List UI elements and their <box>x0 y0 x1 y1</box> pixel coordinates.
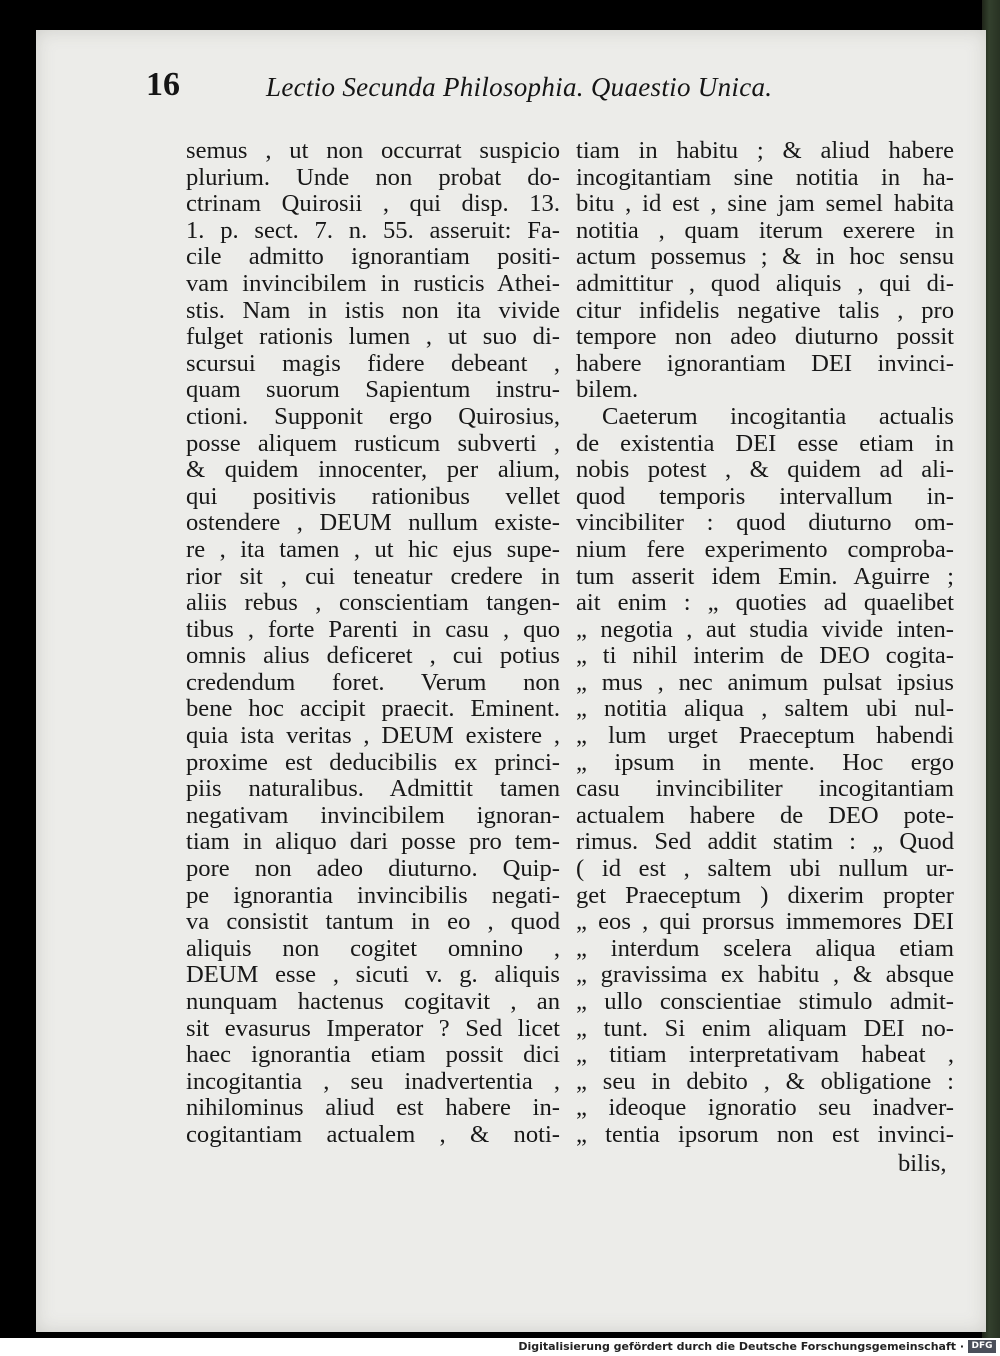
text-line: „ lum urget Praeceptum habendi <box>576 722 954 750</box>
text-line: bitu , id est , sine jam semel habita <box>576 190 954 218</box>
text-line: tum asserit idem Emin. Aguirre ; <box>576 562 954 590</box>
text-line: „ seu in debito , & obligatione : <box>576 1067 954 1095</box>
text-line: ( id est , saltem ubi nullum ur- <box>576 855 954 883</box>
text-line: ostendere , DEUM nullum existe- <box>186 509 560 537</box>
text-line: fulget rationis lumen , ut suo di- <box>186 323 560 351</box>
text-line: actum possemus ; & in hoc sensu <box>576 243 954 271</box>
text-line: citur infidelis negative talis , pro <box>576 296 954 324</box>
text-line: tempore non adeo diuturno possit <box>576 323 954 351</box>
text-line: „ ullo conscientiae stimulo admit- <box>576 988 954 1015</box>
right-text-column <box>576 138 954 1149</box>
text-line: rimus. Sed addit statim : „ Quod <box>576 828 954 856</box>
text-line: „ gravissima ex habitu , & absque <box>576 961 954 989</box>
page-header <box>146 66 826 116</box>
text-line: quod temporis intervallum in- <box>576 482 954 510</box>
footer-bar <box>0 1338 1000 1356</box>
text-line: quia ista veritas , DEUM existere , <box>186 722 560 750</box>
text-line: „ notitia aliqua , saltem ubi nul- <box>576 695 954 723</box>
text-line: re , ita tamen , ut hic ejus supe- <box>186 535 560 563</box>
text-line: 1. p. sect. 7. n. 55. asseruit: Fa- <box>186 216 560 244</box>
text-line: pe ignorantia invincibilis negati- <box>186 881 560 909</box>
text-line: „ tentia ipsorum non est invinci- <box>576 1120 954 1148</box>
text-line: scursui magis fidere debeant , <box>186 349 560 377</box>
text-line: bene hoc accipit praecit. Eminent. <box>186 695 560 723</box>
text-line: Caeterum incogitantia actualis <box>602 402 954 430</box>
text-line: „ interdum scelera aliqua etiam <box>576 934 954 962</box>
footer-credit: Digitalisierung gefördert durch die Deutsche Forschungsgemeinschaft · <box>518 1340 964 1353</box>
text-line: get Praeceptum ) dixerim propter <box>576 881 954 909</box>
text-line: plurium. Unde non probat do- <box>186 163 560 191</box>
text-line: omnis alius deficeret , cui potius <box>186 642 560 670</box>
text-line: qui positivis rationibus vellet <box>186 482 560 510</box>
text-line: tibus , forte Parenti in casu , quo <box>186 615 560 643</box>
text-line: nihilominus aliud est habere in- <box>186 1094 560 1122</box>
catchword: bilis, <box>898 1150 947 1177</box>
text-line: de existentia DEI esse etiam in <box>576 429 954 457</box>
text-line: „ ideoque ignoratio seu inadver- <box>576 1094 954 1122</box>
text-line: „ ti nihil interim de DEO cogita- <box>576 642 954 670</box>
text-line: rior sit , cui teneatur credere in <box>186 562 560 590</box>
text-line: „ tunt. Si enim aliquam DEI no- <box>576 1014 954 1042</box>
text-line: „ mus , nec animum pulsat ipsius <box>576 668 954 696</box>
text-line: & quidem innocenter, per alium, <box>186 456 560 484</box>
text-line: proxime est deducibilis ex princi- <box>186 748 560 776</box>
text-line: posse aliquem rusticum subverti , <box>186 429 560 457</box>
text-line: incogitantia , seu inadvertentia , <box>186 1067 560 1095</box>
text-line: va consistit tantum in eo , quod <box>186 908 560 936</box>
left-text-column <box>186 138 560 1149</box>
text-line: cile admitto ignorantiam positi- <box>186 243 560 271</box>
text-line: aliquis non cogitet omnino , <box>186 934 560 962</box>
text-line: incogitantiam sine notitia in ha- <box>576 163 954 191</box>
dfg-logo: DFG <box>968 1340 996 1353</box>
page-number: 16 <box>146 66 180 103</box>
text-line: „ titiam interpretativam habeat , <box>576 1041 954 1069</box>
text-line: ctioni. Supponit ergo Quirosius, <box>186 402 560 430</box>
text-line: nunquam hactenus cogitavit , an <box>186 988 560 1015</box>
text-line: piis naturalibus. Admittit tamen <box>186 775 560 803</box>
text-line: casu invincibiliter incogitantiam <box>576 775 954 803</box>
text-line: cogitantiam actualem , & noti- <box>186 1120 560 1148</box>
text-line: tiam in aliquo dari posse pro tem- <box>186 828 560 856</box>
text-line: aliis rebus , conscientiam tangen- <box>186 589 560 617</box>
text-line: DEUM esse , sicuti v. g. aliquis <box>186 961 560 989</box>
text-line: admittitur , quod aliquis , qui di- <box>576 269 954 297</box>
text-line: quam suorum Sapientum instru- <box>186 376 560 404</box>
text-line: negativam invincibilem ignoran- <box>186 801 560 829</box>
text-line: haec ignorantia etiam possit dici <box>186 1041 560 1069</box>
text-line: actualem habere de DEO pote- <box>576 801 954 829</box>
text-line: pore non adeo diuturno. Quip- <box>186 855 560 883</box>
running-title: Lectio Secunda Philosophia. Quaestio Unica. <box>266 72 773 102</box>
text-line: bilem. <box>576 376 639 404</box>
text-line: nobis potest , & quidem ad ali- <box>576 456 954 484</box>
text-line: habere ignorantiam DEI invinci- <box>576 349 954 377</box>
text-line: tiam in habitu ; & aliud habere <box>576 137 954 164</box>
text-line: notitia , quam iterum exerere in <box>576 216 954 244</box>
text-line: stis. Nam in istis non ita vivide <box>186 296 560 324</box>
text-line: „ negotia , aut studia vivide inten- <box>576 615 954 643</box>
text-line: semus , ut non occurrat suspicio <box>186 137 560 164</box>
text-line: „ eos , qui prorsus immemores DEI <box>576 908 954 936</box>
text-line: vincibiliter : quod diuturno om- <box>576 509 954 537</box>
text-line: credendum foret. Verum non <box>186 668 560 696</box>
text-line: ait enim : „ quoties ad quaelibet <box>576 589 954 617</box>
text-line: „ ipsum in mente. Hoc ergo <box>576 748 954 776</box>
text-line: sit evasurus Imperator ? Sed licet <box>186 1014 560 1042</box>
text-line: vam invincibilem in rusticis Athei- <box>186 269 560 297</box>
text-line: nium fere experimento comproba- <box>576 535 954 563</box>
text-line: ctrinam Quirosii , qui disp. 13. <box>186 190 560 218</box>
